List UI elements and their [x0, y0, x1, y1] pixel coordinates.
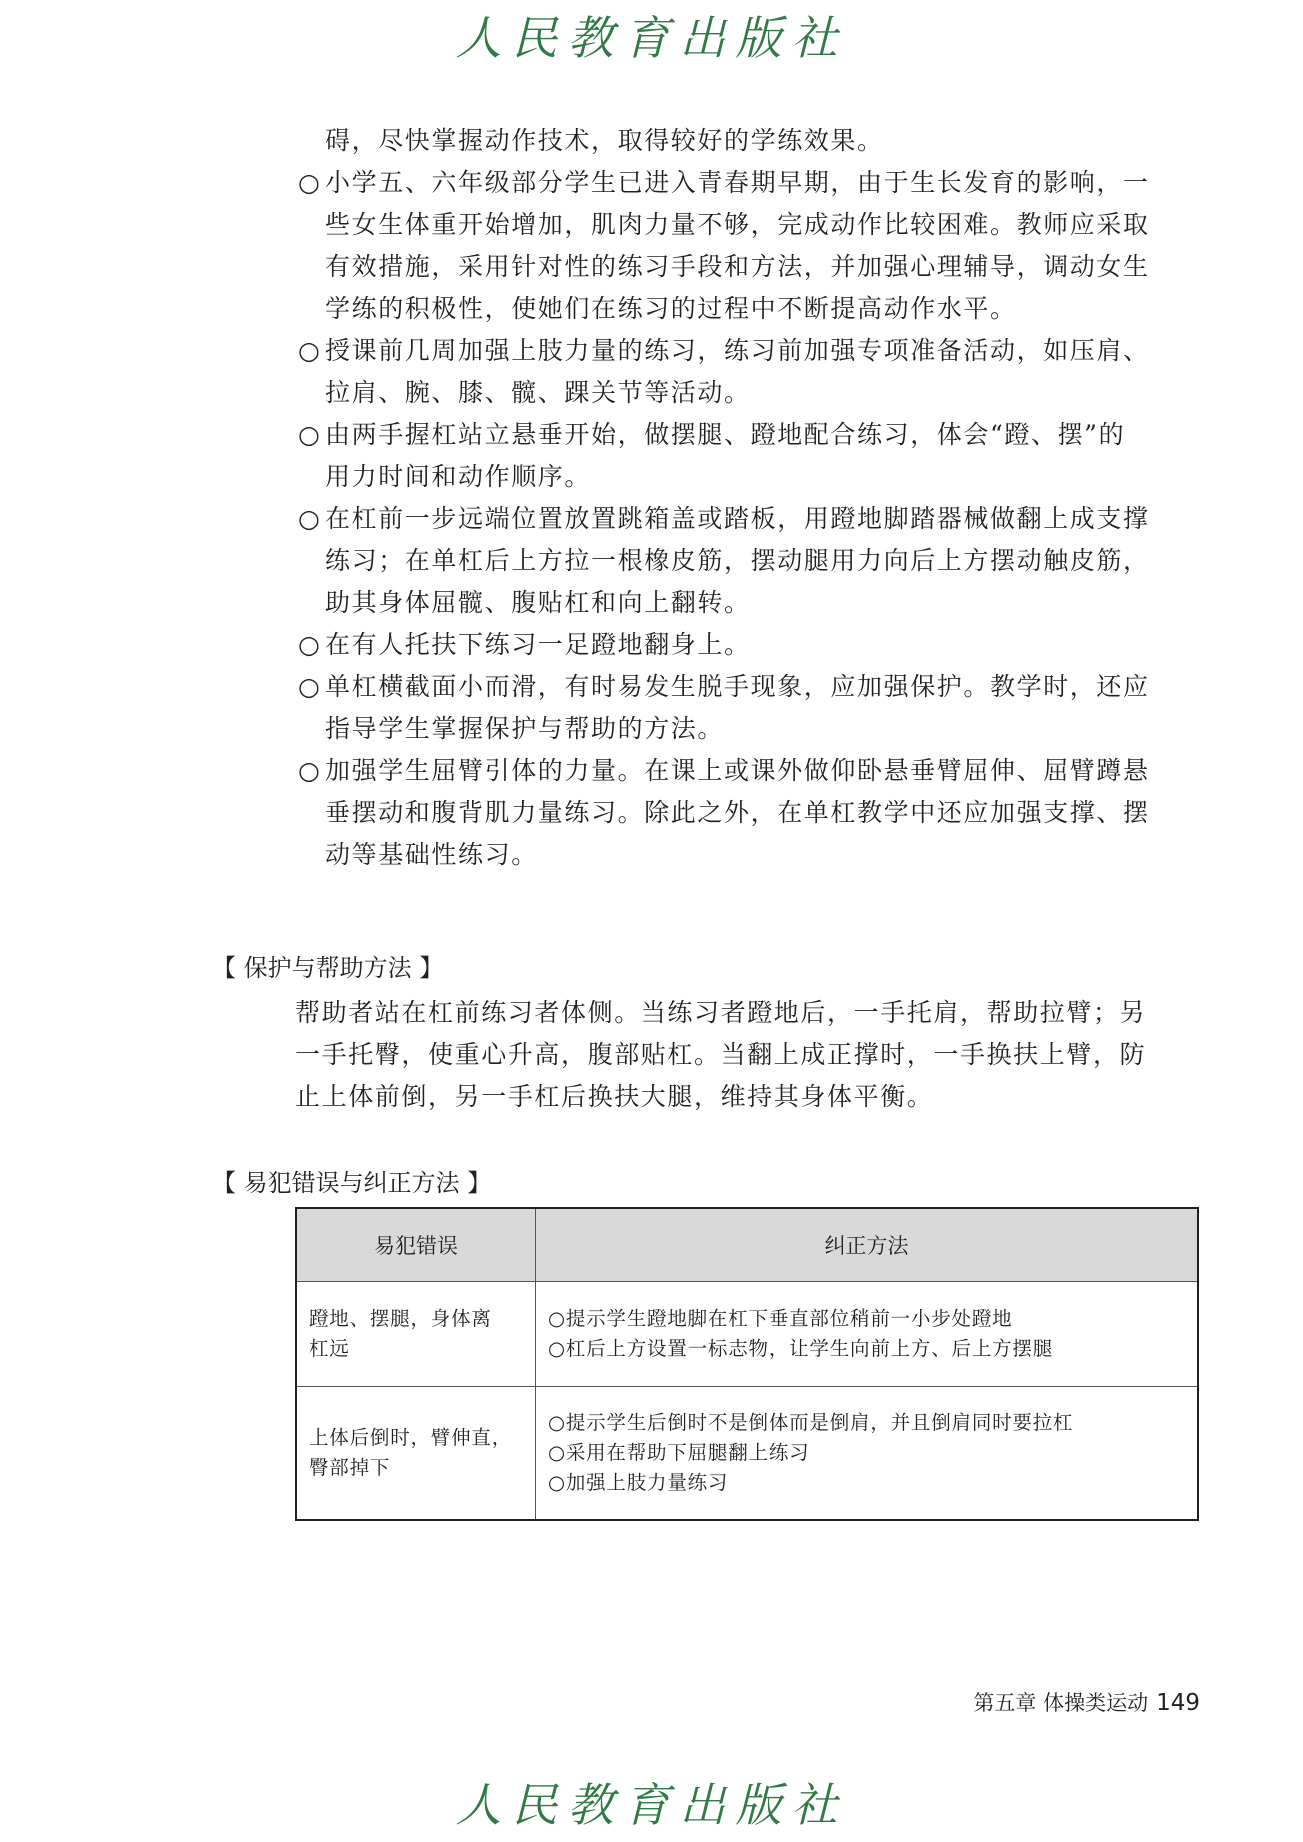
text-line: 授课前几周加强上肢力量的练习，练习前加强专项准备活动，如压肩、 [325, 336, 1150, 365]
text-line: 在有人托扶下练习一足蹬地翻身上。 [325, 630, 751, 659]
bullet-marker: ○ [298, 336, 320, 365]
text-line: 动等基础性练习。 [325, 840, 538, 869]
text-line: 碍，尽快掌握动作技术，取得较好的学练效果。 [325, 126, 884, 155]
text-line: 由两手握杠站立悬垂开始，做摆腿、蹬地配合练习，体会“蹬、摆”的 [325, 420, 1126, 449]
fix-cell [536, 1387, 1199, 1521]
error-text-line: 杠远 [309, 1337, 350, 1360]
fix-item: ○提示学生蹬地脚在杠下垂直部位稍前一小步处蹬地 [548, 1307, 1013, 1330]
error-cell [296, 1387, 536, 1521]
error-text-line: 上体后倒时，臂伸直， [309, 1426, 513, 1449]
fix-cell [536, 1282, 1199, 1387]
column-header-error: 易犯错误 [296, 1208, 536, 1282]
fix-item: ○提示学生后倒时不是倒体而是倒肩，并且倒肩同时要拉杠 [548, 1411, 1074, 1434]
bullet-marker: ○ [298, 756, 320, 785]
error-text-line: 蹬地、摆腿，身体离 [309, 1307, 492, 1330]
errors-table [295, 1207, 1199, 1521]
fix-item: ○采用在帮助下屈腿翻上练习 [548, 1441, 810, 1464]
text-line: 学练的积极性，使她们在练习的过程中不断提高动作水平。 [325, 294, 1017, 323]
table-row [296, 1387, 1198, 1521]
text-line: 用力时间和动作顺序。 [325, 462, 592, 491]
text-line: 小学五、六年级部分学生已进入青春期早期，由于生长发育的影响，一 [325, 168, 1150, 197]
bullet-marker: ○ [298, 672, 320, 701]
text-line: 些女生体重开始增加，肌肉力量不够，完成动作比较困难。教师应采取 [325, 210, 1150, 239]
text-line: 练习；在单杠后上方拉一根橡皮筋，摆动腿用力向后上方摆动触皮筋， [325, 546, 1150, 575]
text-line: 单杠横截面小而滑，有时易发生脱手现象，应加强保护。教学时，还应 [325, 672, 1150, 701]
bullet-marker: ○ [298, 420, 320, 449]
text-line: 垂摆动和腹背肌力量练习。除此之外，在单杠教学中还应加强支撑、摆 [325, 798, 1150, 827]
text-line: 加强学生屈臂引体的力量。在课上或课外做仰卧悬垂臂屈伸、屈臂蹲悬 [325, 756, 1150, 785]
page-number: 149 [1156, 1690, 1200, 1716]
publisher-logo-top: 人民教育出版社 [455, 11, 848, 65]
chapter-label: 第五章 体操类运动 [973, 1691, 1149, 1715]
bullet-marker: ○ [298, 168, 320, 197]
table-row [296, 1282, 1198, 1387]
bullet-marker: ○ [298, 630, 320, 659]
errors-heading: 【 易犯错误与纠正方法 】 [212, 1169, 492, 1197]
page-footer [930, 1688, 1200, 1718]
error-text-line: 臀部掉下 [309, 1456, 391, 1479]
protection-text-line: 一手托臀，使重心升高，腹部贴杠。当翻上成正撑时，一手换扶上臂，防 [295, 1040, 1147, 1069]
publisher-logo-bottom: 人民教育出版社 [455, 1778, 848, 1832]
protection-heading: 【 保护与帮助方法 】 [212, 954, 444, 982]
fix-item: ○加强上肢力量练习 [548, 1471, 729, 1494]
text-line: 在杠前一步远端位置放置跳箱盖或踏板，用蹬地脚踏器械做翻上成支撑 [325, 504, 1150, 533]
text-line: 拉肩、腕、膝、髋、踝关节等活动。 [325, 378, 751, 407]
protection-text-line: 止上体前倒，另一手杠后换扶大腿，维持其身体平衡。 [295, 1082, 934, 1111]
error-cell [296, 1282, 536, 1387]
text-line: 有效措施，采用针对性的练习手段和方法，并加强心理辅导，调动女生 [325, 252, 1150, 281]
protection-text-line: 帮助者站在杠前练习者体侧。当练习者蹬地后，一手托肩，帮助拉臂；另 [295, 998, 1147, 1027]
column-header-fix: 纠正方法 [536, 1208, 1199, 1282]
table-header-row [296, 1208, 1198, 1282]
text-line: 指导学生掌握保护与帮助的方法。 [325, 714, 725, 743]
fix-item: ○杠后上方设置一标志物，让学生向前上方、后上方摆腿 [548, 1337, 1054, 1360]
text-line: 助其身体屈髋、腹贴杠和向上翻转。 [325, 588, 751, 617]
bullet-marker: ○ [298, 504, 320, 533]
